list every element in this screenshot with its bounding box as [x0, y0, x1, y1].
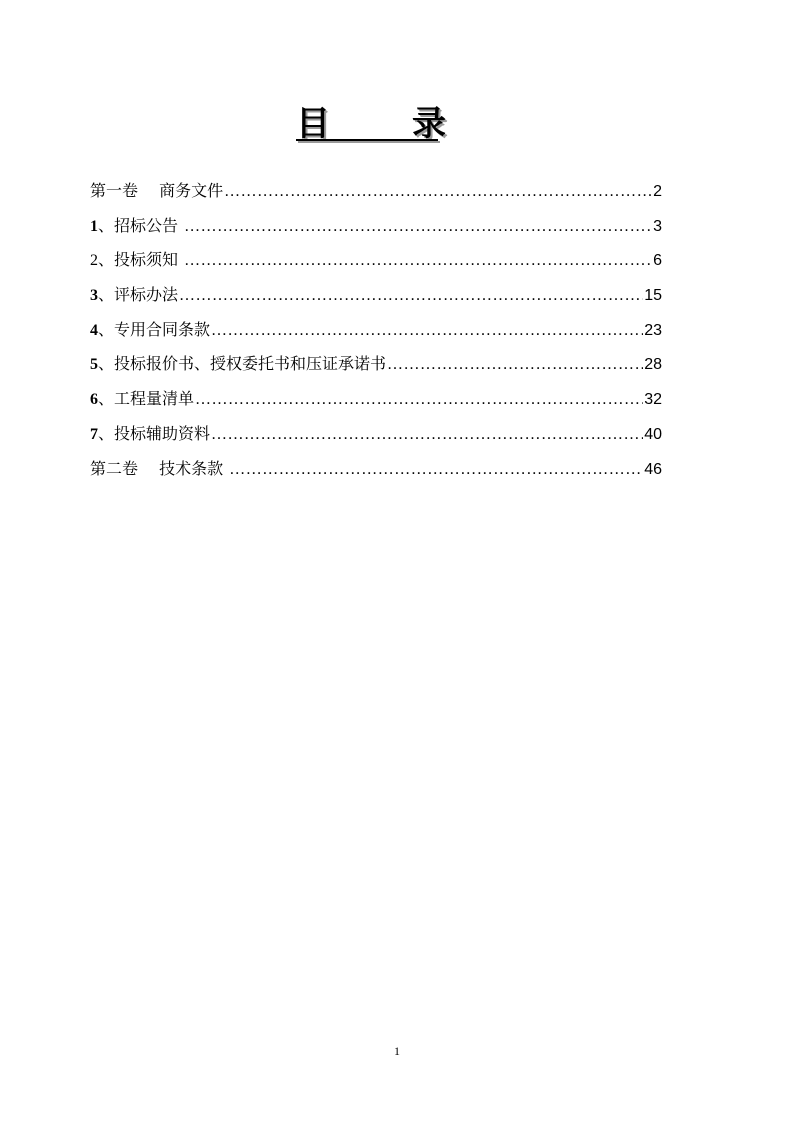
toc-entry-number: 2 — [90, 252, 98, 270]
toc-entry-5[interactable] — [90, 347, 662, 382]
toc-title-underline — [296, 139, 438, 141]
toc-entry-label: 第二卷 技术条款 — [90, 458, 229, 478]
toc-entry-number: 7 — [90, 425, 98, 443]
toc-entry-2[interactable] — [90, 243, 662, 278]
toc-entry-number: 5 — [90, 356, 98, 374]
toc-entry-6[interactable] — [90, 382, 662, 417]
toc-leader-dots — [211, 314, 643, 349]
toc-entry-label: 7、投标辅助资料 — [90, 423, 211, 443]
toc-leader-dots — [387, 348, 643, 383]
toc-entry-number: 4 — [90, 321, 98, 339]
toc-entry-page: 23 — [644, 321, 662, 339]
toc-entry-3[interactable] — [90, 278, 662, 313]
toc-entry-page: 40 — [644, 425, 662, 443]
toc-leader-dots — [224, 175, 652, 210]
toc-entry-label: 5、投标报价书、授权委托书和压证承诺书 — [90, 354, 387, 374]
toc-title-char-2: 录 — [412, 103, 446, 144]
toc-entry-label: 1、招标公告 — [90, 215, 184, 235]
toc-entry-page: 6 — [653, 252, 662, 270]
toc-entry-label: 4、专用合同条款 — [90, 319, 211, 339]
toc-title — [296, 100, 446, 144]
toc-entry-page: 28 — [644, 356, 662, 374]
toc-entry-1[interactable] — [90, 209, 662, 244]
page-number: 1 — [394, 1044, 400, 1058]
toc-entry-page: 46 — [644, 460, 662, 478]
toc-entry-number: 1 — [90, 217, 98, 235]
toc-leader-dots — [184, 244, 652, 279]
toc-entry-label: 2、投标须知 — [90, 250, 184, 270]
toc-entry-label: 3、评标办法 — [90, 285, 179, 305]
toc-leader-dots — [195, 383, 643, 418]
toc-entry-page: 15 — [644, 287, 662, 305]
toc-entry-number: 6 — [90, 391, 98, 409]
toc-entry-page: 2 — [653, 183, 662, 200]
toc-entry-volume-2[interactable] — [90, 452, 662, 487]
toc-entry-volume-1[interactable] — [90, 174, 662, 209]
toc-leader-dots — [184, 210, 652, 245]
toc-entry-label: 6、工程量清单 — [90, 389, 195, 409]
toc-entry-number: 3 — [90, 287, 98, 305]
toc-title-char-1: 目 — [296, 103, 330, 144]
table-of-contents — [90, 174, 662, 486]
toc-leader-dots — [179, 279, 643, 314]
toc-entry-4[interactable] — [90, 313, 662, 348]
toc-entry-label: 第一卷 商务文件 — [90, 181, 224, 200]
toc-leader-dots — [211, 418, 643, 453]
toc-entry-page: 3 — [653, 217, 662, 235]
toc-leader-dots — [229, 453, 643, 488]
toc-entry-7[interactable] — [90, 417, 662, 452]
toc-entry-page: 32 — [644, 391, 662, 409]
